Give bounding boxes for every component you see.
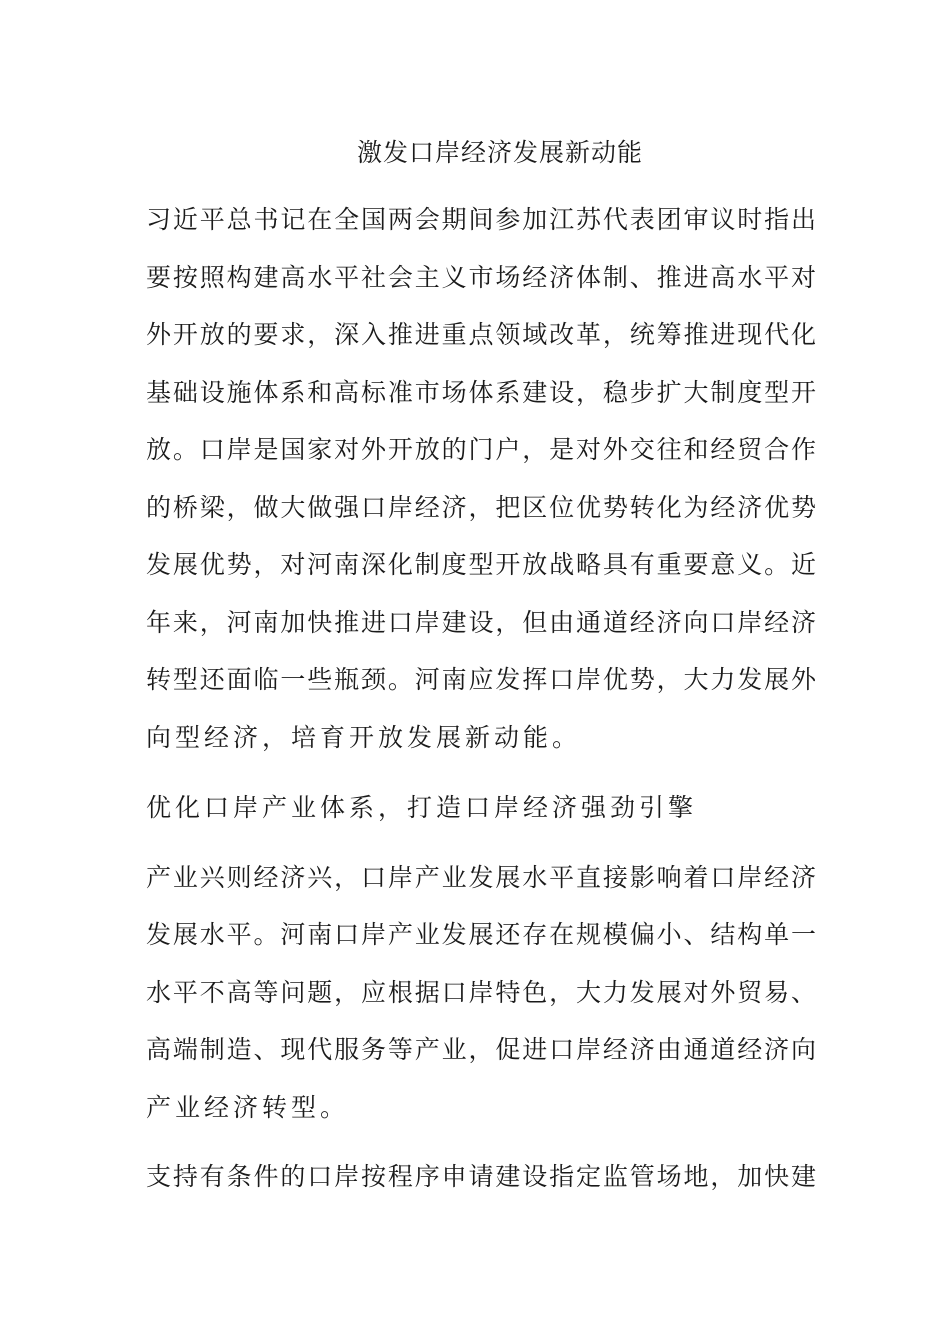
paragraph-1-line-9: 转型还面临一些瓶颈。河南应发挥口岸优势，大力发展外	[146, 665, 816, 694]
paragraph-2-line-1: 产业兴则经济兴，口岸产业发展水平直接影响着口岸经济	[146, 863, 816, 892]
paragraph-1-line-7: 发展优势，对河南深化制度型开放战略具有重要意义。近	[146, 550, 816, 579]
section-heading: 优化口岸产业体系，打造口岸经济强劲引擎	[146, 793, 698, 822]
paragraph-1-line-5: 放。口岸是国家对外开放的门户，是对外交往和经贸合作	[146, 435, 816, 464]
paragraph-3-line-1: 支持有条件的口岸按程序申请建设指定监管场地，加快建	[146, 1162, 816, 1191]
paragraph-1-line-6: 的桥梁，做大做强口岸经济，把区位优势转化为经济优势	[146, 493, 816, 522]
paragraph-1-line-2: 要按照构建高水平社会主义市场经济体制、推进高水平对	[146, 263, 816, 292]
paragraph-2-line-2: 发展水平。河南口岸产业发展还存在规模偏小、结构单一	[146, 920, 816, 949]
paragraph-2-line-3: 水平不高等问题，应根据口岸特色，大力发展对外贸易、	[146, 978, 816, 1007]
paragraph-1-line-1: 习近平总书记在全国两会期间参加江苏代表团审议时指出	[146, 205, 816, 234]
document-title: 激发口岸经济发展新动能	[356, 138, 643, 167]
paragraph-1-line-4: 基础设施体系和高标准市场体系建设，稳步扩大制度型开	[146, 378, 816, 407]
paragraph-2-line-4: 高端制造、现代服务等产业，促进口岸经济由通道经济向	[146, 1035, 816, 1064]
paragraph-1-line-8: 年来，河南加快推进口岸建设，但由通道经济向口岸经济	[146, 608, 816, 637]
paragraph-1-line-3: 外开放的要求，深入推进重点领域改革，统筹推进现代化	[146, 320, 816, 349]
paragraph-1-line-10: 向型经济，培育开放发展新动能。	[146, 723, 582, 752]
paragraph-2-line-5: 产业经济转型。	[146, 1093, 350, 1122]
